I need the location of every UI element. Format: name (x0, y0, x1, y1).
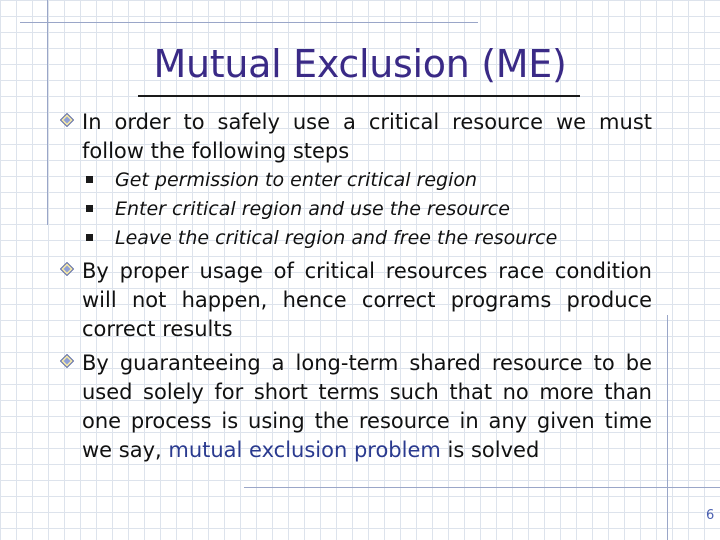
highlighted-term: mutual exclusion problem (168, 438, 441, 462)
sub-bullet-text-3: Leave the critical region and free the resource (115, 227, 558, 249)
bullet-item-2 (60, 257, 652, 344)
accent-line-horizontal-top (20, 22, 478, 23)
sub-bullet-text-1: Get permission to enter critical region (115, 169, 478, 191)
bullet-item-1 (60, 108, 652, 166)
square-bullet-icon (86, 234, 93, 241)
square-bullet-icon (86, 205, 93, 212)
accent-line-horizontal-bottom (244, 487, 720, 488)
sub-bullet-item-1 (86, 166, 646, 195)
bullet-text-3-after: is solved (440, 438, 540, 462)
title-underline (138, 95, 580, 97)
accent-line-vertical-right (667, 315, 668, 540)
bullet-text-2: By proper usage of critical resources race condition will not happen, hence correct programs produce correct results (82, 259, 652, 341)
bullet-text-3-before: By guaranteeing a long-term shared resource to be used solely for short terms such that no more than one process is using the resource in any given time we say, (82, 351, 652, 462)
page-number: 6 (706, 508, 715, 523)
diamond-bullet-icon (60, 354, 74, 368)
bullet-text-1: In order to safely use a critical resource we must follow the following steps (82, 110, 652, 163)
accent-line-vertical-left (47, 0, 48, 225)
sub-bullet-text-2: Enter critical region and use the resource (115, 198, 510, 220)
sub-bullet-item-3 (86, 224, 646, 253)
diamond-bullet-icon (60, 262, 74, 276)
slide-title: Mutual Exclusion (ME) (153, 42, 567, 86)
diamond-bullet-icon (60, 113, 74, 127)
square-bullet-icon (86, 176, 93, 183)
bullet-text-3 (82, 349, 652, 465)
bullet-item-3 (60, 349, 652, 465)
sub-bullet-item-2 (86, 195, 646, 224)
